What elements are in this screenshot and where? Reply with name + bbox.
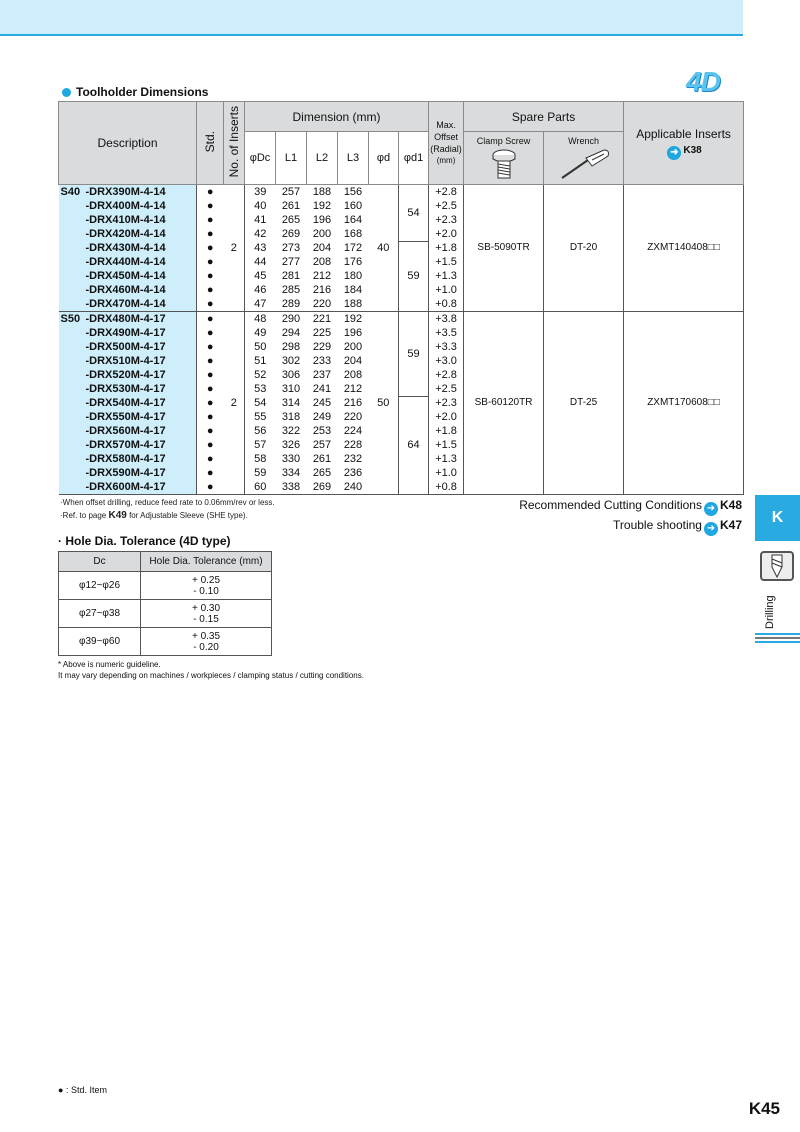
toolholder-table: [58, 101, 744, 495]
std-dot-icon: ●: [206, 214, 214, 226]
offset-cell: +1.0: [429, 466, 464, 480]
l3-cell: 212: [343, 383, 363, 395]
dc-cell: 53: [254, 383, 267, 395]
description-cell: -DRX570M-4-17: [59, 438, 197, 452]
l1-cell: 273: [281, 242, 301, 254]
l3-cell: 176: [343, 256, 363, 268]
l3-cell: 192: [343, 313, 363, 325]
std-dot-icon: ●: [206, 327, 214, 339]
l1-cell: 310: [281, 383, 301, 395]
dc-cell: 43: [254, 242, 267, 254]
description-cell: -DRX600M-4-17: [59, 480, 197, 495]
wrench-cell: DT-25: [544, 312, 624, 495]
l3-header: L3: [338, 132, 369, 185]
l1-header: L1: [276, 132, 307, 185]
d-header: φd: [369, 132, 399, 185]
std-dot-icon: ●: [206, 256, 214, 268]
description-cell: S50 -DRX480M-4-17: [59, 312, 197, 327]
tolerance-title: · Hole Dia. Tolerance (4D type): [58, 534, 231, 548]
std-dot-icon: ●: [206, 467, 214, 479]
dc-cell: 54: [254, 397, 267, 409]
l2-cell: 269: [307, 480, 338, 495]
l3-cell: 208: [343, 369, 363, 381]
dimension-header: Dimension (mm): [245, 102, 429, 132]
dc-cell: 49: [254, 327, 267, 339]
insert-ref-link[interactable]: K38: [683, 144, 702, 156]
dc-cell: 57: [254, 439, 267, 451]
std-dot-icon: ●: [206, 369, 214, 381]
std-dot-icon: ●: [206, 355, 214, 367]
offset-cell: +2.8: [429, 185, 464, 200]
l2-cell: 216: [312, 284, 332, 296]
d1-header: φd1: [399, 132, 429, 185]
l3-cell: 164: [343, 214, 363, 226]
l1-cell: 265: [281, 214, 301, 226]
description-cell: -DRX460M-4-14: [59, 283, 197, 297]
std-dot-icon: ●: [206, 453, 214, 465]
std-dot-icon: ●: [206, 228, 214, 240]
arrow-right-icon: ➜: [704, 522, 718, 536]
dc-cell: 41: [254, 214, 267, 226]
tolerance-row: φ12~φ26 + 0.25 - 0.10: [59, 572, 272, 600]
l3-cell: 228: [343, 439, 363, 451]
l2-cell: 257: [312, 439, 332, 451]
k49-link[interactable]: K49: [108, 510, 127, 521]
tolerance-notes: * Above is numeric guideline. It may vary depending on machines / workpieces / clamping status / cutting conditions.: [58, 660, 364, 680]
description-cell: -DRX470M-4-14: [59, 297, 197, 312]
d1-cell: 64: [399, 396, 429, 495]
l2-cell: 229: [312, 341, 332, 353]
section-title: Toolholder Dimensions: [62, 85, 208, 99]
dc-cell: 46: [254, 284, 267, 296]
offset-cell: +1.3: [429, 269, 464, 283]
l2-cell: 204: [312, 242, 332, 254]
dc-cell: 42: [254, 228, 267, 240]
wrench-cell: DT-20: [544, 185, 624, 312]
offset-cell: +1.8: [429, 424, 464, 438]
bullet-dot-icon: [62, 88, 71, 97]
dc-cell: 44: [254, 256, 267, 268]
offset-cell: +1.8: [429, 241, 464, 255]
l3-cell: 232: [343, 453, 363, 465]
dc-cell: 45: [254, 270, 267, 282]
std-dot-icon: ●: [206, 341, 214, 353]
insert-cell: ZXMT140408□□: [624, 185, 744, 312]
std-dot-icon: ●: [206, 242, 214, 254]
l1-cell: 306: [281, 369, 301, 381]
description-cell: -DRX430M-4-14: [59, 241, 197, 255]
l1-cell: 298: [281, 341, 301, 353]
std-dot-icon: ●: [197, 480, 224, 495]
offset-cell: +1.0: [429, 283, 464, 297]
l3-cell: 236: [343, 467, 363, 479]
std-header: Std.: [197, 102, 224, 185]
l1-cell: 285: [281, 284, 301, 296]
std-dot-icon: ●: [206, 186, 214, 198]
description-cell: -DRX440M-4-14: [59, 255, 197, 269]
offset-cell: +1.3: [429, 452, 464, 466]
page-number: K45: [748, 1099, 780, 1118]
l2-cell: 237: [312, 369, 332, 381]
d1-cell: 59: [399, 312, 429, 397]
l2-cell: 208: [312, 256, 332, 268]
dc-cell: 52: [254, 369, 267, 381]
l3-cell: 200: [343, 341, 363, 353]
dc-cell: 55: [254, 411, 267, 423]
l1-cell: 338: [276, 480, 307, 495]
description-cell: -DRX490M-4-17: [59, 326, 197, 340]
table-notes: ·When offset drilling, reduce feed rate to 0.06mm/rev or less. ·Ref. to page K49 for Adjustable Sleeve (SHE type).: [60, 498, 275, 521]
clamp-cell: SB-60120TR: [464, 312, 544, 495]
offset-cell: +2.5: [429, 199, 464, 213]
std-dot-icon: ●: [206, 411, 214, 423]
description-cell: -DRX510M-4-17: [59, 354, 197, 368]
trouble-shooting-link[interactable]: Trouble shooting ➜ K47: [613, 518, 742, 534]
l1-cell: 257: [281, 186, 301, 198]
l2-cell: 253: [312, 425, 332, 437]
std-dot-icon: ●: [206, 284, 214, 296]
std-dot-icon: ●: [206, 313, 214, 325]
tolerance-row: φ27~φ38 + 0.30 - 0.15: [59, 600, 272, 628]
l1-cell: 294: [281, 327, 301, 339]
d-cell: 50: [369, 312, 399, 495]
offset-cell: +2.3: [429, 213, 464, 227]
l1-cell: 289: [276, 297, 307, 312]
l3-cell: 172: [343, 242, 363, 254]
arrow-right-icon: ➜: [667, 146, 681, 160]
l2-cell: 196: [312, 214, 332, 226]
d1-cell: 59: [399, 241, 429, 312]
description-cell: -DRX550M-4-17: [59, 410, 197, 424]
description-cell: -DRX530M-4-17: [59, 382, 197, 396]
l2-cell: 245: [312, 397, 332, 409]
tolerance-row: φ39~φ60 + 0.35 - 0.20: [59, 628, 272, 656]
offset-cell: +2.8: [429, 368, 464, 382]
std-dot-icon: ●: [206, 200, 214, 212]
l1-cell: 330: [281, 453, 301, 465]
std-dot-icon: ●: [206, 425, 214, 437]
description-header: Description: [59, 102, 197, 185]
description-cell: -DRX410M-4-14: [59, 213, 197, 227]
l2-header: L2: [307, 132, 338, 185]
screw-icon: [489, 148, 519, 180]
dc-cell: 58: [254, 453, 267, 465]
offset-cell: +1.5: [429, 255, 464, 269]
tolerance-value-header: Hole Dia. Tolerance (mm): [141, 552, 272, 572]
description-cell: -DRX450M-4-14: [59, 269, 197, 283]
l3-cell: 160: [343, 200, 363, 212]
recommended-conditions-link[interactable]: Recommended Cutting Conditions ➜ K48: [519, 498, 742, 514]
l3-cell: 220: [343, 411, 363, 423]
max-offset-header: Max. Offset (Radial) (mm): [429, 102, 464, 185]
insert-cell: ZXMT170608□□: [624, 312, 744, 495]
l2-cell: 249: [312, 411, 332, 423]
offset-cell: +0.8: [429, 480, 464, 495]
l2-cell: 233: [312, 355, 332, 367]
l3-cell: 196: [343, 327, 363, 339]
l3-cell: 224: [343, 425, 363, 437]
offset-cell: +3.5: [429, 326, 464, 340]
tolerance-table: [58, 551, 272, 656]
inserts-cell: 2: [224, 312, 245, 495]
std-dot-icon: ●: [197, 297, 224, 312]
description-cell: -DRX420M-4-14: [59, 227, 197, 241]
l2-cell: 212: [312, 270, 332, 282]
l3-cell: 188: [338, 297, 369, 312]
l3-cell: 184: [343, 284, 363, 296]
description-cell: -DRX560M-4-17: [59, 424, 197, 438]
clamp-cell: SB-5090TR: [464, 185, 544, 312]
l3-cell: 168: [343, 228, 363, 240]
d1-cell: 54: [399, 185, 429, 242]
dc-cell: 39: [254, 186, 267, 198]
l2-cell: 221: [312, 313, 332, 325]
l1-cell: 314: [281, 397, 301, 409]
offset-cell: +2.0: [429, 410, 464, 424]
l1-cell: 322: [281, 425, 301, 437]
applicable-inserts-header: Applicable Inserts ➜ K38: [624, 102, 744, 185]
offset-cell: +0.8: [429, 297, 464, 312]
l2-cell: 261: [312, 453, 332, 465]
description-cell: -DRX520M-4-17: [59, 368, 197, 382]
l2-cell: 265: [312, 467, 332, 479]
std-legend: ● : Std. Item: [58, 1085, 107, 1095]
drill-icon: [760, 551, 794, 581]
side-lines: [755, 633, 800, 645]
description-cell: -DRX590M-4-17: [59, 466, 197, 480]
l3-cell: 240: [338, 480, 369, 495]
tolerance-dc-header: Dc: [59, 552, 141, 572]
l1-cell: 290: [281, 313, 301, 325]
description-cell: -DRX540M-4-17: [59, 396, 197, 410]
offset-cell: +3.0: [429, 354, 464, 368]
l1-cell: 302: [281, 355, 301, 367]
offset-cell: +2.5: [429, 382, 464, 396]
d-cell: 40: [369, 185, 399, 312]
description-cell: -DRX500M-4-17: [59, 340, 197, 354]
side-label: Drilling: [764, 595, 776, 629]
dc-cell: 51: [254, 355, 267, 367]
l2-cell: 225: [312, 327, 332, 339]
l1-cell: 334: [281, 467, 301, 479]
offset-cell: +1.5: [429, 438, 464, 452]
std-dot-icon: ●: [206, 439, 214, 451]
l2-cell: 241: [312, 383, 332, 395]
l3-cell: 204: [343, 355, 363, 367]
top-banner: [0, 0, 743, 36]
l1-cell: 277: [281, 256, 301, 268]
inserts-header: No. of Inserts: [224, 102, 245, 185]
offset-cell: +3.3: [429, 340, 464, 354]
inserts-cell: 2: [224, 185, 245, 312]
l3-cell: 216: [343, 397, 363, 409]
dc-cell: 59: [254, 467, 267, 479]
dc-cell: 40: [254, 200, 267, 212]
offset-cell: +2.3: [429, 396, 464, 410]
dc-cell: 60: [245, 480, 276, 495]
description-cell: -DRX400M-4-14: [59, 199, 197, 213]
l1-cell: 318: [281, 411, 301, 423]
l1-cell: 269: [281, 228, 301, 240]
dc-cell: 47: [245, 297, 276, 312]
description-cell: S40 -DRX390M-4-14: [59, 185, 197, 200]
dc-header: φDc: [245, 132, 276, 185]
std-dot-icon: ●: [206, 270, 214, 282]
reference-links: [519, 496, 742, 536]
side-tab-k[interactable]: K: [755, 495, 800, 541]
l2-cell: 220: [307, 297, 338, 312]
type-badge: 4D: [686, 66, 720, 97]
spare-parts-header: Spare Parts: [464, 102, 624, 132]
l3-cell: 180: [343, 270, 363, 282]
std-dot-icon: ●: [206, 383, 214, 395]
table-row: [59, 185, 744, 200]
offset-cell: +2.0: [429, 227, 464, 241]
l2-cell: 192: [312, 200, 332, 212]
description-cell: -DRX580M-4-17: [59, 452, 197, 466]
clamp-screw-header: Clamp Screw: [464, 132, 544, 185]
l2-cell: 200: [312, 228, 332, 240]
wrench-icon: [554, 148, 614, 180]
std-dot-icon: ●: [206, 397, 214, 409]
dc-cell: 56: [254, 425, 267, 437]
dc-cell: 48: [254, 313, 267, 325]
dc-cell: 50: [254, 341, 267, 353]
l1-cell: 261: [281, 200, 301, 212]
offset-cell: +3.8: [429, 312, 464, 327]
l1-cell: 326: [281, 439, 301, 451]
l2-cell: 188: [312, 186, 332, 198]
table-row: [59, 312, 744, 327]
l1-cell: 281: [281, 270, 301, 282]
wrench-header: Wrench: [544, 132, 624, 185]
l3-cell: 156: [343, 186, 363, 198]
arrow-right-icon: ➜: [704, 502, 718, 516]
